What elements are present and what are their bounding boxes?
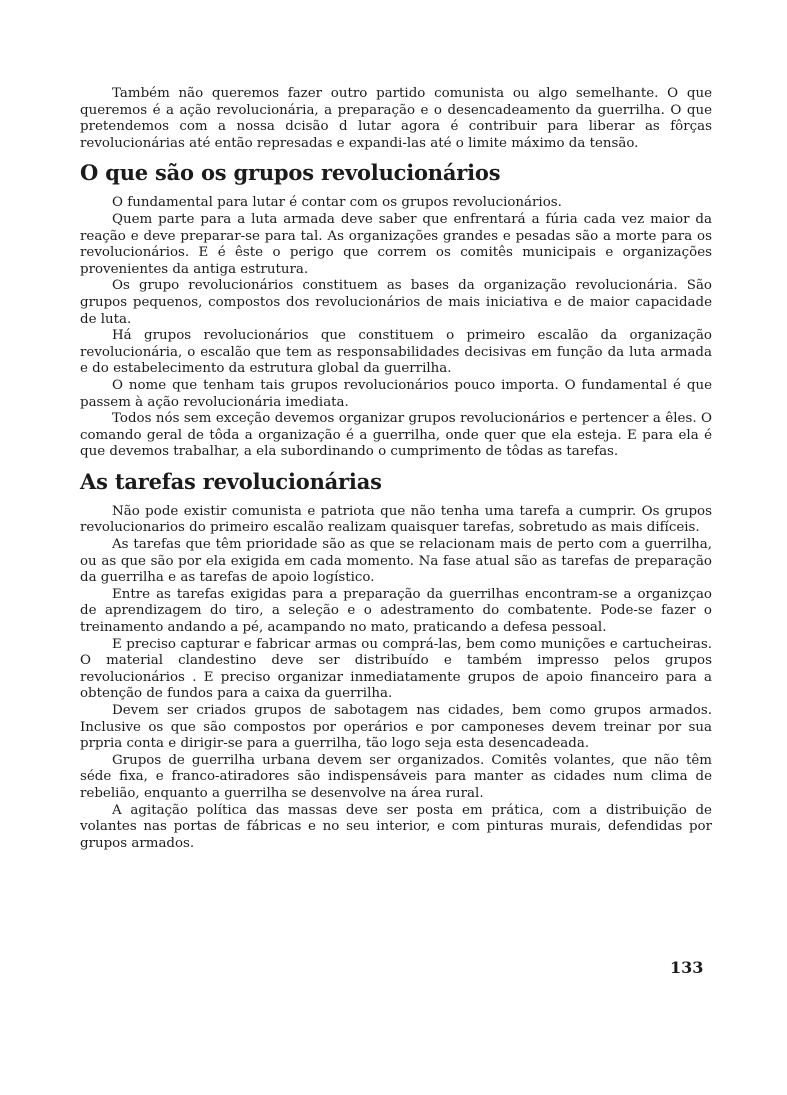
paragraph: Todos nós sem exceção devemos organizar grupos revolucionários e pertencer a êles. O comando geral de tôda a organização é a guerrilha, onde quer que ela esteja. E para ela é que devemos trabalhar, a ela subordinando o cumprimento de tôdas as tarefas.: [80, 411, 712, 460]
paragraph: Há grupos revolucionários que constituem o primeiro escalão da organização revolucionária, o escalão que tem as responsabilidades decisivas em função da luta armada e do estabelecimento da estrutura global da guerrilha.: [80, 328, 712, 377]
paragraph: O fundamental para lutar é contar com os grupos revolucionários.: [112, 195, 562, 211]
paragraph: E preciso capturar e fabricar armas ou comprá-las, bem como munições e cartucheiras. O material clandestino deve ser distribuído e também impresso pelos grupos revolucionários . E preciso organizar inmediatamente grupos de apoio financeiro para a obtenção de fundos para a caixa da guerrilha.: [80, 636, 712, 702]
paragraph: Grupos de guerrilha urbana devem ser organizados. Comitês volantes, que não têm séde fixa, e franco-atiradores são indispensáveis para manter as cidades num clima de rebelião, enquanto a guerrilha se desenvolve na área rural.: [80, 752, 712, 801]
paragraph: O nome que tenham tais grupos revolucionários pouco importa. O fundamental é que passem à ação revolucionária imediata.: [80, 377, 712, 410]
paragraph: Devem ser criados grupos de sabotagem nas cidades, bem como grupos armados. Inclusive os que são compostos por operários e por camponeses devem treinar por sua prpria conta e dirigir-se para a guerrilha, tão logo seja esta desencadeada.: [80, 703, 712, 752]
paragraph: Os grupo revolucionários constituem as bases da organização revolucionária. São grupos pequenos, compostos dos revolucionários de mais iniciativa e de maior capacidade de luta.: [80, 278, 712, 327]
paragraph: Entre as tarefas exigidas para a preparação da guerrilhas encontram-se a organizçao de aprendizagem do tiro, a seleção e o adestramento do combatente. Pode-se fazer o treinamento andando a pé, acampando no mato, praticando a defesa pessoal.: [80, 586, 712, 636]
section-heading-tarefas: As tarefas revolucionárias: [80, 468, 382, 494]
page-number: 133: [670, 958, 704, 977]
paragraph-intro: Também não queremos fazer outro partido comunista ou algo semelhante. O que queremos é a ação revolucionária, a preparação e o desencadeamento da guerrilha. O que pretendemos com a nossa dcisão d lutar agora é contribuir para liberar as fôrças revolucionárias até então represadas e expandi-las até o limite máximo da tensão.: [80, 86, 712, 151]
paragraph: Quem parte para a luta armada deve saber que enfrentará a fúria cada vez maior da reação e deve preparar-se para tal. As organizações grandes e pesadas são a morte para os revolucionários. E é êste o perigo que correm os comitês municipais e organizações provenientes da antiga estrutura.: [80, 211, 712, 277]
paragraph: As tarefas que têm prioridade são as que se relacionam mais de perto com a guerrilha, ou as que são por ela exigida em cada momento. Na fase atual são as tarefas de preparação da guerrilha e as tarefas de apoio logístico.: [80, 537, 712, 586]
paragraph: Não pode existir comunista e patriota que não tenha uma tarefa a cumprir. Os grupos revolucionarios do primeiro escalão realizam quaisquer tarefas, sobretudo as mais difíceis.: [80, 503, 712, 536]
page-content: [80, 86, 712, 852]
section-heading-grupos: O que são os grupos revolucionários: [80, 160, 501, 186]
paragraph: A agitação política das massas deve ser posta em prática, com a distribuição de volantes nas portas de fábricas e no seu interior, e com pinturas murais, defendidas por grupos armados.: [80, 802, 712, 851]
